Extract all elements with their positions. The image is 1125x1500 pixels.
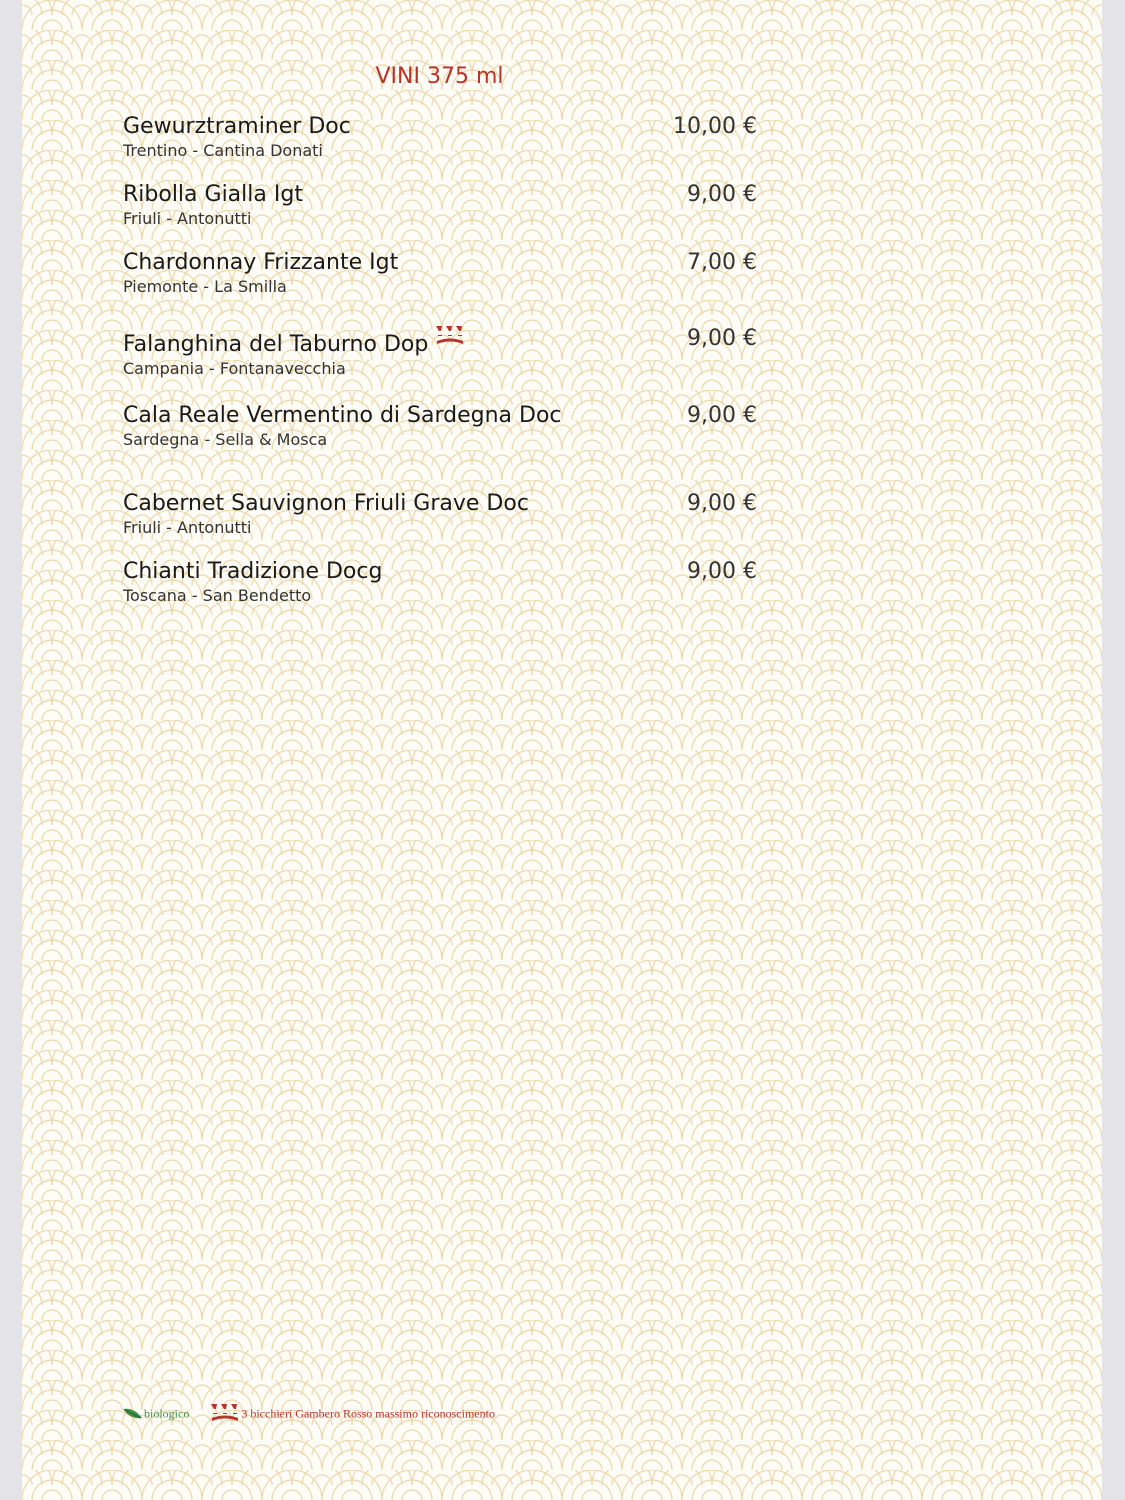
three-glasses-icon: [434, 325, 466, 349]
wine-item: [123, 325, 757, 379]
wine-name: Chianti Tradizione Docg: [123, 559, 383, 584]
wine-origin: Toscana - San Bendetto: [123, 586, 312, 605]
wine-name: Cala Reale Vermentino di Sardegna Doc: [123, 403, 562, 428]
wine-name: Chardonnay Frizzante Igt: [123, 250, 399, 275]
wine-item: [123, 558, 757, 606]
wine-price: 7,00 €: [687, 250, 757, 275]
wine-origin: Campania - Fontanavecchia: [123, 359, 346, 378]
leaf-icon: [122, 1407, 144, 1421]
wine-name: Gewurztraminer Doc: [123, 114, 351, 139]
wine-price: 9,00 €: [687, 182, 757, 207]
wine-origin: Friuli - Antonutti: [123, 518, 252, 537]
wine-item: [123, 402, 757, 450]
wine-name: Cabernet Sauvignon Friuli Grave Doc: [123, 491, 529, 516]
wine-price: 9,00 €: [687, 491, 757, 516]
wine-item: [123, 249, 757, 297]
wine-name: Falanghina del Taburno Dop: [123, 332, 429, 357]
wine-price: 9,00 €: [687, 326, 757, 351]
wine-item: [123, 113, 757, 161]
wine-item: [123, 181, 757, 229]
legend: [122, 1403, 495, 1425]
wine-price: 9,00 €: [687, 403, 757, 428]
wine-name: Ribolla Gialla Igt: [123, 182, 303, 207]
wine-origin: Trentino - Cantina Donati: [123, 141, 323, 160]
wine-name-row: [123, 325, 757, 359]
wine-price: 9,00 €: [687, 559, 757, 584]
wine-origin: Sardegna - Sella & Mosca: [123, 430, 328, 449]
wine-price: 10,00 €: [673, 114, 757, 139]
legend-biologico-label: biologico: [144, 1406, 190, 1421]
wine-origin: Piemonte - La Smilla: [123, 277, 287, 296]
three-glasses-icon: [209, 1403, 241, 1425]
wine-origin: Friuli - Antonutti: [123, 209, 252, 228]
legend-gambero-label: 3 bicchieri Gambero Rosso massimo riconoscimento: [241, 1406, 495, 1421]
wine-item: [123, 490, 757, 538]
section-title: VINI 375 ml: [375, 64, 504, 89]
menu-page: [22, 0, 1102, 1500]
